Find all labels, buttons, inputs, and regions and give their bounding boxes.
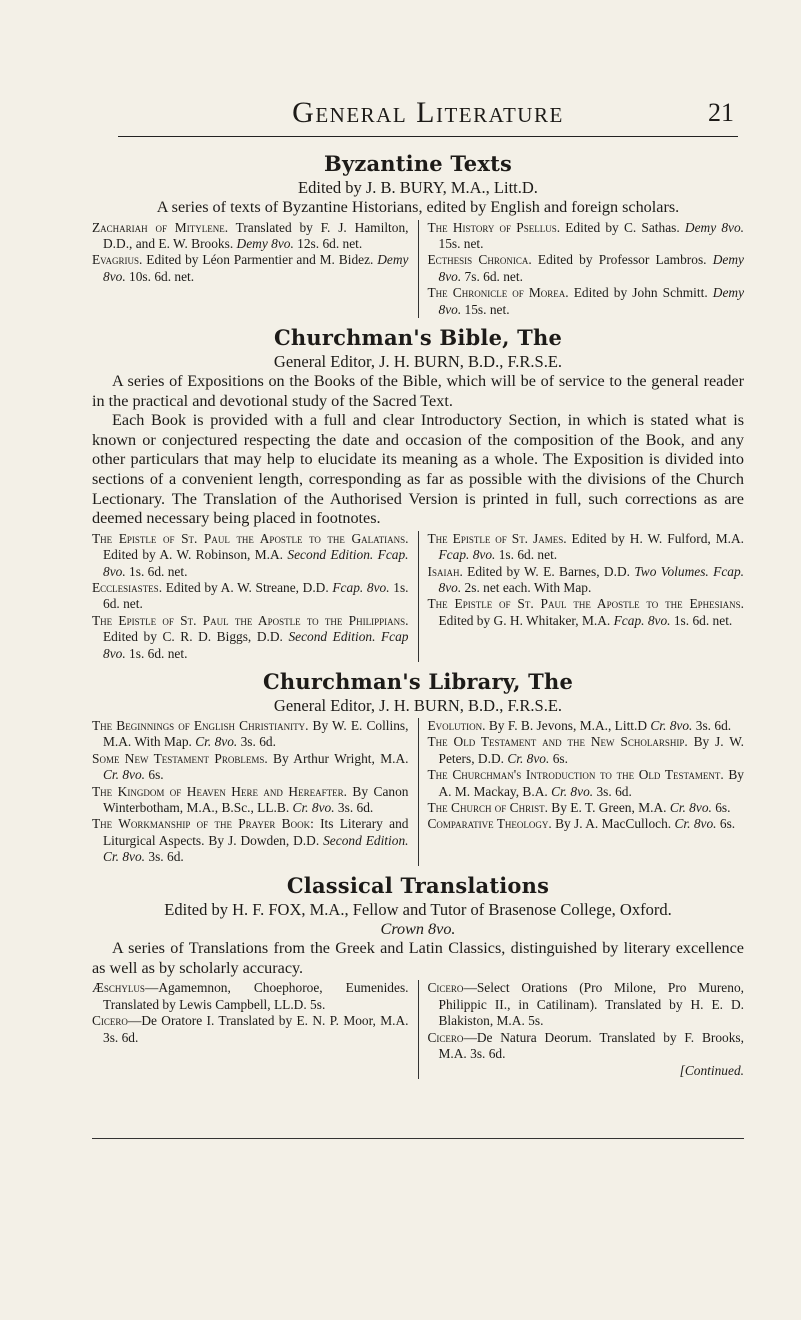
entry-title: Isaiah. (427, 563, 463, 579)
entry-price: 5s. (528, 1013, 544, 1029)
editor-line: General Editor, J. H. BURN, B.D., F.R.S.E. (273, 352, 563, 372)
entries-left (92, 980, 419, 1078)
section-title: Byzantine Texts (324, 151, 512, 176)
entry-details: Edited by Léon Parmentier and M. Bidez. (142, 252, 378, 268)
book-entry (427, 219, 745, 253)
entry-format: Demy 8vo. (684, 219, 744, 235)
entry-title: Æschylus (92, 980, 145, 996)
entry-details: Edited by A. W. Robinson, M.A. (103, 547, 288, 563)
entry-title: Ecclesiastes. (92, 580, 163, 595)
entry-details: Edited by C. R. D. Biggs, D.D. (103, 629, 289, 645)
entry-price: 3s. 6d. (334, 800, 374, 816)
entry-format: Cr. 8vo. (507, 750, 550, 766)
book-entry (427, 800, 745, 816)
entry-details: By J. A. MacCulloch. (551, 816, 675, 832)
entry-price: 3s. 6d. (470, 1046, 506, 1062)
entry-format: Second Edition. Cr. 8vo. (103, 832, 409, 865)
content (92, 151, 744, 1079)
running-title: General Literature (292, 96, 564, 129)
entry-format: Cr. 8vo. (650, 718, 693, 734)
entry-details: By Arthur Wright, M.A. (267, 750, 409, 766)
entry-price: 12s. 6d. net. (293, 236, 363, 251)
entry-details: Edited by W. E. Barnes, D.D. (462, 563, 635, 579)
entry-price: 15s. net. (438, 236, 484, 251)
entry-details: Edited by Professor Lambros. (531, 252, 713, 268)
book-entry (427, 530, 745, 564)
book-entry (92, 580, 409, 613)
continued-note: [Continued. (679, 1062, 744, 1078)
book-entry (92, 783, 409, 817)
entry-price: 3s. 6d. (237, 734, 276, 750)
entry-title: The Beginnings of English Christianity. (92, 718, 309, 734)
book-entry (92, 718, 409, 751)
entry-format: Demy 8vo. (438, 285, 745, 317)
book-entry (92, 1013, 409, 1046)
entry-price: 6s. (549, 750, 568, 766)
entry-price: 3s. 6d. (692, 718, 732, 734)
book-entry (427, 1029, 745, 1063)
entry-details: Edited by H. W. Fulford, M.A. (566, 530, 744, 546)
entries-left (92, 531, 419, 662)
entry-title: The Kingdom of Heaven Here and Hereafter. (92, 783, 347, 799)
entry-format: Second Edition. Fcap 8vo. (103, 629, 409, 661)
entry-price: 6s. (711, 800, 731, 816)
entries-left (92, 718, 419, 866)
entry-title: The Church of Christ. (427, 800, 548, 816)
entry-format: Cr. 8vo. (292, 800, 335, 816)
book-entry (92, 530, 409, 580)
entry-format: Second Edition. Fcap. 8vo. (103, 547, 409, 579)
entry-details: —De Natura Deorum. Translated by F. Brooks, M.A. (438, 1029, 744, 1062)
entry-title: Cicero (427, 1029, 464, 1045)
entry-details: Edited by G. H. Whitaker, M.A. (438, 612, 614, 628)
entry-price: 1s. 6d. net. (495, 547, 558, 563)
book-entry (92, 980, 409, 1013)
section-title: Churchman's Bible, The (273, 325, 563, 351)
entries-right (419, 531, 745, 662)
entries-columns (92, 718, 744, 866)
book-entry (427, 980, 745, 1029)
entry-details: Edited by John Schmitt. (568, 285, 713, 301)
entry-title: The Epistle of St. James. (427, 530, 567, 546)
entry-title: Evagrius. (92, 252, 143, 268)
entry-title: The Epistle of St. Paul the Apostle to the Philippians. (92, 612, 409, 628)
entries-right (419, 718, 745, 866)
entry-format: Demy 8vo. (236, 236, 294, 251)
book-entry (427, 734, 745, 767)
entries-columns (92, 220, 744, 318)
book-entry (427, 252, 745, 285)
entry-format: Demy 8vo. (438, 252, 744, 284)
entry-details: By F. B. Jevons, M.A., Litt.D (485, 718, 651, 734)
entry-title: The Epistle of St. Paul the Apostle to the Galatians. (92, 530, 409, 546)
entry-title: Some New Testament Problems. (92, 750, 268, 766)
entry-format: Two Volumes. Fcap. 8vo. (438, 563, 744, 595)
book-entry (92, 612, 409, 662)
section-classical-translations (92, 873, 744, 1079)
entry-details: —De Oratore I. Translated by E. N. P. Moor, M.A. (127, 1013, 409, 1029)
entry-title: The Old Testament and the New Scholarship. (427, 734, 688, 750)
entry-title: The History of Psellus. (427, 219, 561, 235)
entry-format: Cr. 8vo. (195, 734, 238, 750)
entry-price: 3s. 6d. (593, 783, 632, 799)
entry-details: Its Literary and Liturgical Aspects. By J. Dowden, D.D. (103, 816, 409, 848)
book-entry (92, 252, 409, 285)
section-title: Classical Translations (286, 872, 550, 898)
book-entry (427, 718, 745, 734)
entry-title: The Epistle of St. Paul the Apostle to the Ephesians. (427, 596, 744, 612)
book-entry (92, 750, 409, 784)
entry-details: —Agamemnon, Choephoroe, Eumenides. Translated by Lewis Campbell, LL.D. (103, 980, 409, 1012)
entries-right (419, 980, 745, 1078)
entry-details: Edited by C. Sathas. (560, 219, 685, 235)
book-entry (92, 816, 409, 865)
entry-title: Ecthesis Chronica. (427, 252, 532, 268)
entry-price: 1s. 6d. net. (125, 645, 188, 661)
page-number: 21 (708, 98, 734, 127)
entry-details: By W. E. Collins, M.A. With Map. (103, 718, 409, 750)
entry-format: Fcap. 8vo. (613, 612, 671, 628)
entry-format: Cr. 8vo. (551, 783, 594, 799)
entry-price: 6s. (716, 816, 736, 832)
entries-right (419, 220, 745, 318)
running-head (118, 96, 738, 137)
section-churchmans-library (92, 669, 744, 866)
entry-title: Zachariah of Mitylene. (92, 219, 229, 235)
editor-line: Edited by J. B. BURY, M.A., Litt.D. (298, 178, 538, 197)
entry-price: 5s. (310, 996, 326, 1012)
entry-price: 15s. net. (461, 301, 510, 317)
entry-details: Translated by F. J. Hamilton, D.D., and E. W. Brooks. (103, 219, 409, 251)
bottom-rule (92, 1138, 744, 1139)
entry-details: By A. M. Mackay, B.A. (438, 767, 744, 799)
editor-line: Edited by H. F. FOX, M.A., Fellow and Tutor of Brasenose College, Oxford. (164, 899, 672, 919)
entry-title: The Chronicle of Morea. (427, 285, 569, 301)
entry-details: By Canon Winterbotham, M.A., B.Sc., LL.B. (103, 783, 409, 816)
entry-format: Cr. 8vo. (674, 816, 717, 832)
entry-title: Cicero (92, 1013, 128, 1029)
editor-line: General Editor, J. H. BURN, B.D., F.R.S.E. (273, 696, 563, 716)
entry-details: Edited by A. W. Streane, D.D. (162, 580, 333, 595)
entry-details: By E. T. Green, M.A. (547, 800, 670, 816)
entry-price: 1s. 6d. net. (125, 563, 188, 579)
entry-price: 2s. net each. With Map. (461, 580, 592, 595)
entries-left (92, 220, 419, 318)
entry-price: 7s. 6d. net. (461, 268, 523, 284)
entry-title: Evolution. (427, 718, 486, 734)
book-entry (427, 767, 745, 800)
book-entry (427, 596, 745, 629)
entry-format: Demy 8vo. (103, 252, 409, 284)
section-churchmans-bible (92, 325, 744, 662)
book-entry (427, 285, 745, 318)
series-description: A series of Expositions on the Books of the Bible, which will be of service to the general reader in the practical and devotional study of the Sacred Text. (92, 372, 744, 410)
entry-format: Cr. 8vo. (103, 767, 146, 783)
entry-price: 1s. 6d. net. (670, 612, 733, 628)
series-description: A series of texts of Byzantine Historians, edited by English and foreign scholars. (156, 198, 680, 216)
book-entry (427, 563, 745, 597)
series-description: Each Book is provided with a full and clear Introductory Section, in which is stated what is known or conjectured respecting the date and occasion of the composition of the Book, and any other particulars that may help to elucidate its meaning as a whole. The Exposition is divided into sections of a convenient length, corresponding as far as possible with the divisions of the Church Lectionary. The Translation of the Authorised Version is printed in full, such corrections as are deemed necessary being placed in footnotes. (92, 411, 744, 528)
entry-price: 6s. (145, 767, 164, 783)
entries-columns (92, 531, 744, 662)
entry-details: By J. W. Peters, D.D. (438, 734, 744, 766)
entry-price: 1s. 6d. net. (103, 580, 409, 612)
entry-format: Cr. 8vo. (669, 800, 712, 816)
entries-columns (92, 980, 744, 1078)
entry-title: Cicero (427, 980, 464, 996)
entry-price: 3s. 6d. (145, 849, 184, 865)
format-line: Crown 8vo. (380, 919, 456, 938)
section-byzantine-texts (92, 151, 744, 318)
book-entry (427, 816, 745, 832)
section-title: Churchman's Library, The (262, 669, 574, 695)
entry-title: Comparative Theology. (427, 816, 552, 832)
entry-format: Fcap. 8vo. (332, 580, 390, 595)
entry-details: —Select Orations (Pro Milone, Pro Mureno, Philippic II., in Catilinam). Translated by H. E. D. Blakiston, M.A. (438, 980, 744, 1029)
entries-right-list (428, 980, 745, 1062)
entry-format: Fcap. 8vo. (438, 547, 496, 563)
series-description: A series of Translations from the Greek and Latin Classics, distinguished by literary excellence as well as by scholarly accuracy. (92, 939, 744, 977)
entry-title: The Workmanship of the Prayer Book: (92, 816, 314, 832)
book-entry (92, 219, 409, 253)
entry-title: The Churchman's Introduction to the Old Testament. (427, 767, 724, 783)
entry-price: 3s. 6d. (103, 1029, 139, 1045)
entry-price: 10s. 6d. net. (125, 268, 195, 284)
